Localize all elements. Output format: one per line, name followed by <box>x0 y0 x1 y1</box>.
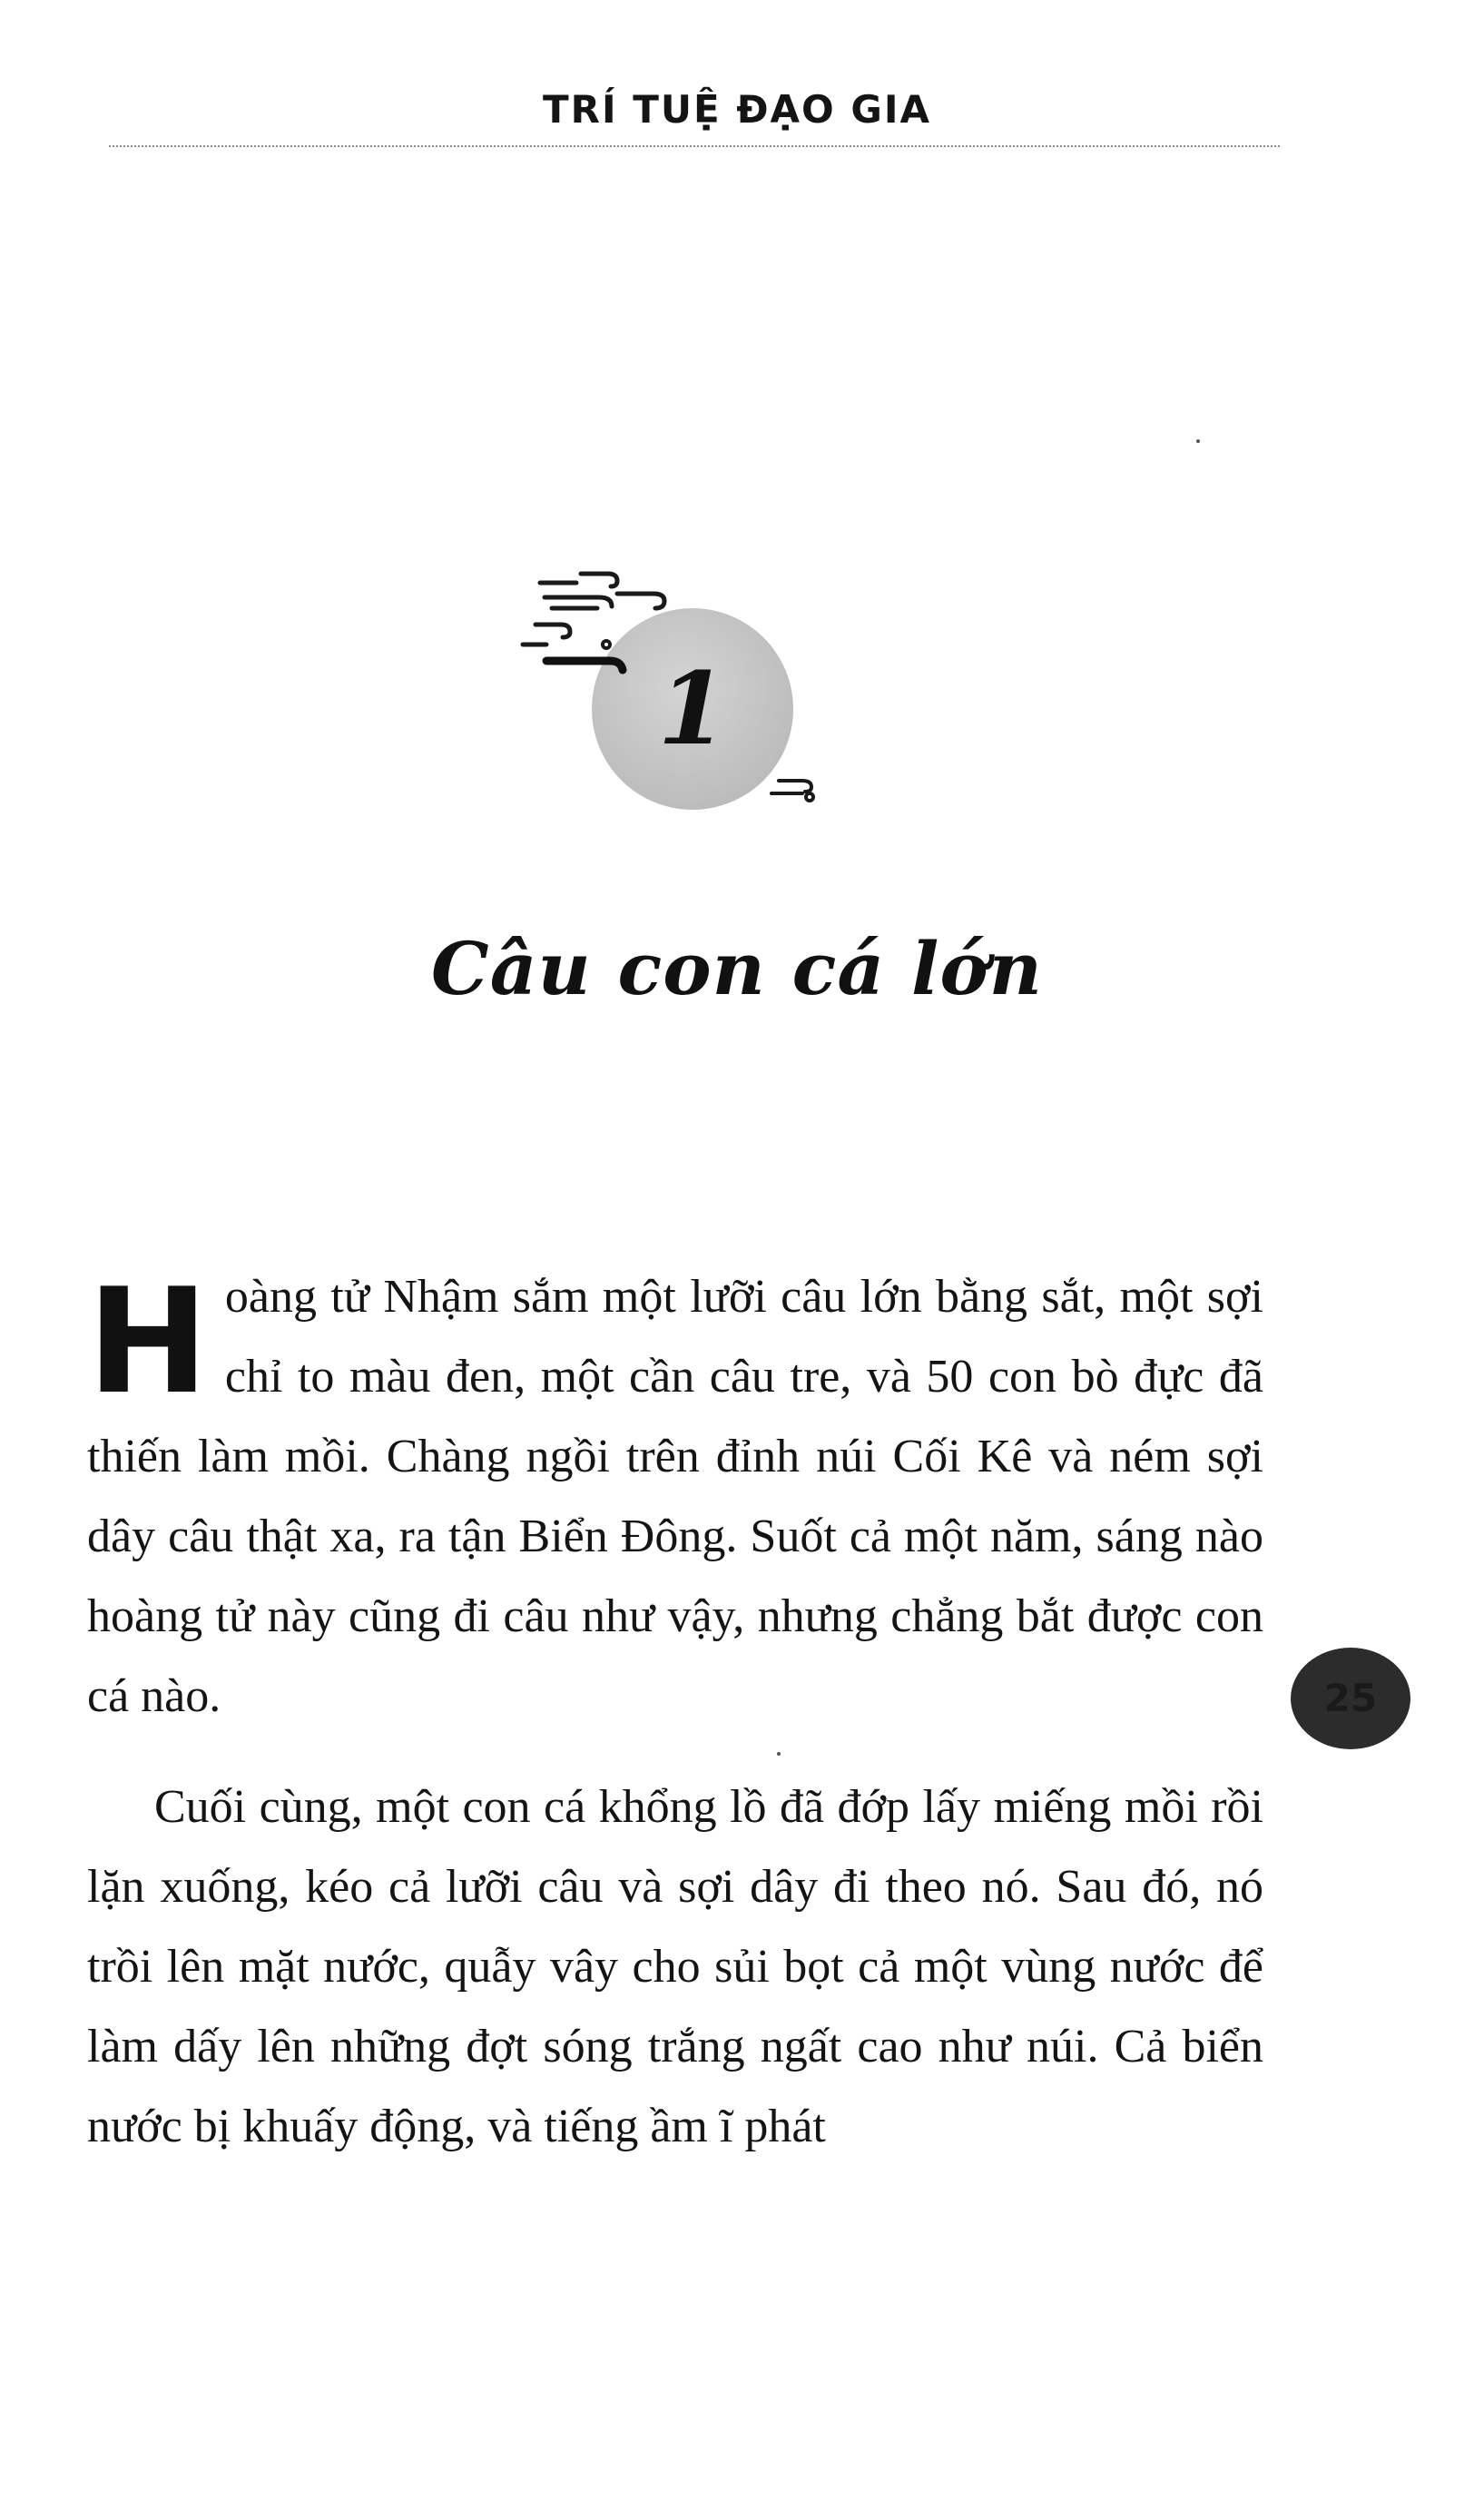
stray-dot <box>1196 439 1200 443</box>
drop-cap: H <box>87 1256 209 1426</box>
paragraph-1-text: oàng tử Nhậm sắm một lưỡi câu lớn bằng sắt, một sợi chỉ to màu đen, một cần câu tre, và 50 con bò đực đã thiến làm mồi. Chàng ngồi trên đỉnh núi Cối Kê và ném sợi dây câu thật xa, ra tận Biển Đông. Suốt cả một năm, sáng nào hoàng tử này cũng đi câu như vậy, nhưng chẳng bắt được con cá nào. <box>87 1271 1263 1722</box>
chapter-number: 1 <box>657 650 728 767</box>
chapter-emblem <box>490 554 835 844</box>
paragraph-1 <box>87 1257 1263 1737</box>
page-number-badge: 25 <box>1291 1648 1410 1749</box>
header-rule <box>109 145 1280 147</box>
chapter-title: Câu con cá lớn <box>431 926 1043 1011</box>
body-text <box>87 1257 1263 2167</box>
paragraph-2: Cuối cùng, một con cá khổng lồ đã đớp lấy miếng mồi rồi lặn xuống, kéo cả lưỡi câu và sợi dây đi theo nó. Sau đó, nó trồi lên mặt nước, quẫy vây cho sủi bọt cả một vùng nước để làm dấy lên những đợt sóng trắng ngất cao như núi. Cả biển nước bị khuấy động, và tiếng ầm ĩ phát <box>87 1781 1263 2152</box>
running-header: TRÍ TUỆ ĐẠO GIA <box>543 87 931 132</box>
